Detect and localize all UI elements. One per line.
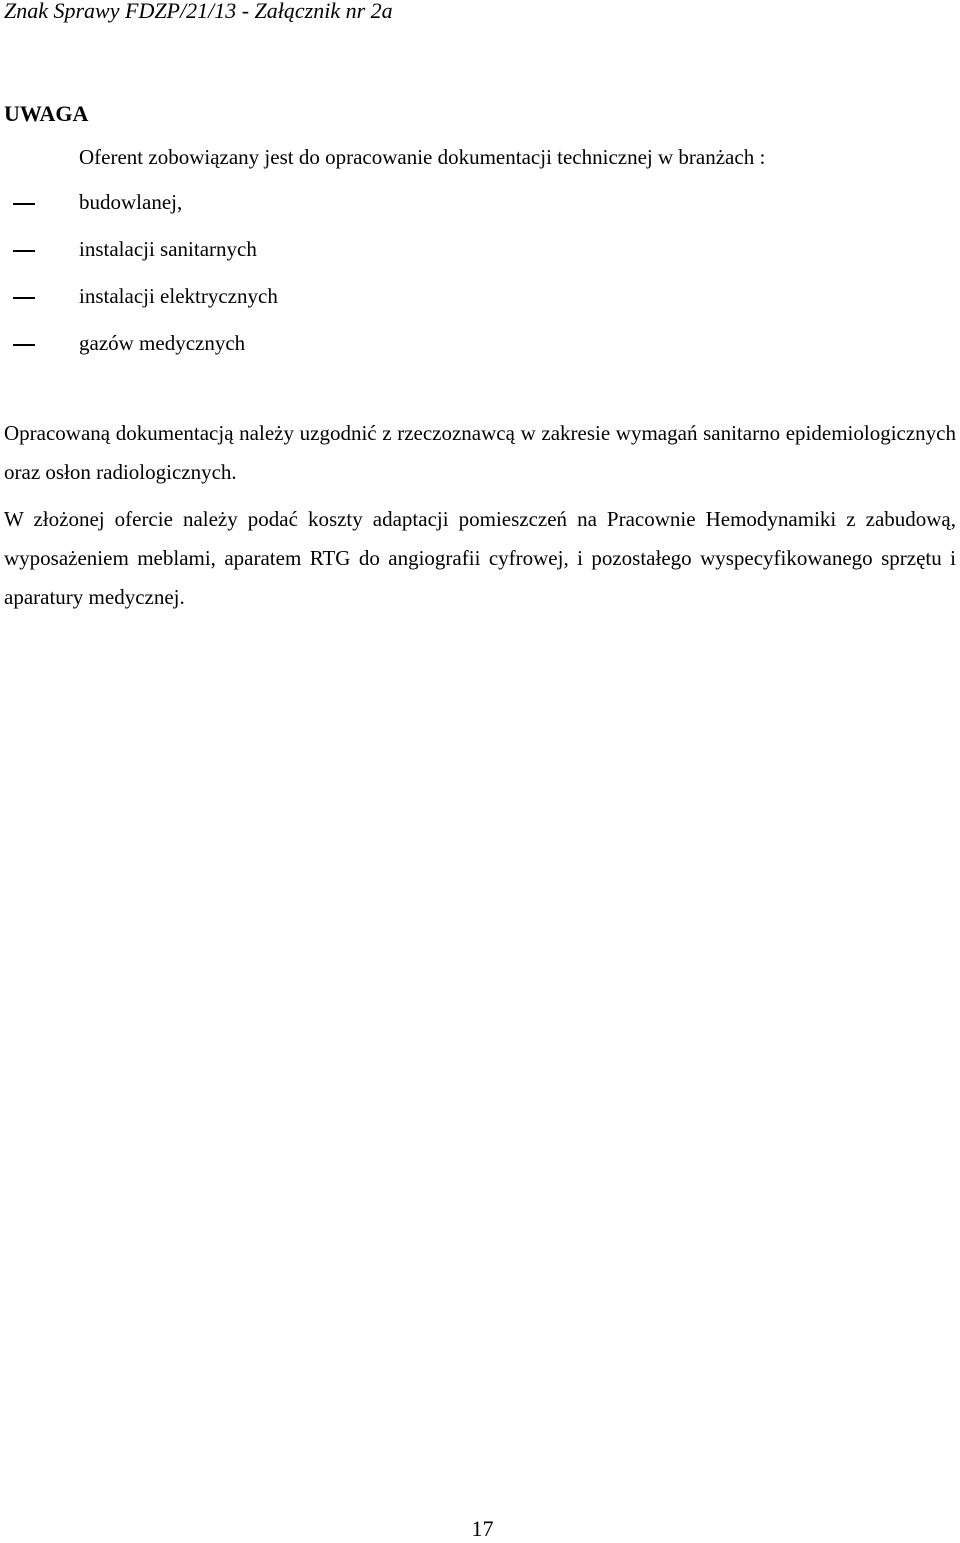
- list-item-label: instalacji elektrycznych: [79, 284, 278, 308]
- page-number: 17: [471, 1516, 494, 1541]
- dash-bullet-icon: [13, 250, 35, 252]
- offer-paragraph: W złożonej ofercie należy podać koszty adaptacji pomieszczeń na Pracownie Hemodynamiki z zabudową, wyposażeniem meblami, aparatem RTG do angiografii cyfrowej, i pozostałego wyspecyfikowanego sprzętu i aparatury medycznej.: [4, 507, 956, 609]
- dash-bullet-icon: [13, 297, 35, 299]
- list-item-label: gazów medycznych: [79, 331, 246, 355]
- notice-intro: Oferent zobowiązany jest do opracowanie dokumentacji technicznej w branżach :: [79, 145, 766, 169]
- dash-bullet-icon: [13, 203, 35, 205]
- approval-paragraph: Opracowaną dokumentacją należy uzgodnić z rzeczoznawcą w zakresie wymagań sanitarno epidemiologicznych oraz osłon radiologicznych.: [4, 421, 956, 484]
- document-header: Znak Sprawy FDZP/21/13 - Załącznik nr 2a: [4, 0, 393, 23]
- dash-bullet-icon: [13, 344, 35, 346]
- list-item-label: instalacji sanitarnych: [79, 237, 257, 261]
- list-item-label: budowlanej,: [79, 190, 183, 214]
- notice-heading: UWAGA: [4, 101, 89, 126]
